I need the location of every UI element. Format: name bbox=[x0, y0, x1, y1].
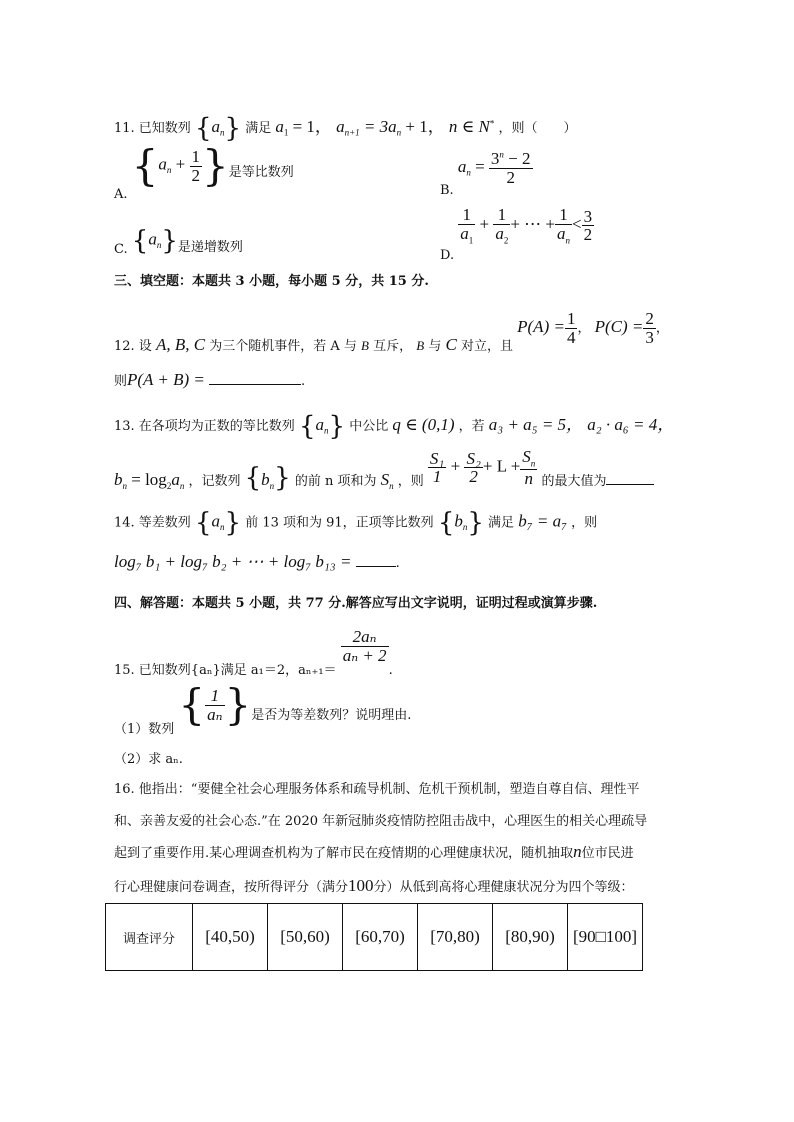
right-brace: } bbox=[224, 113, 242, 144]
q15-part1: （1）数列 { $\frac{1}{\text{aₙ}}$ }是否为等差数列？说明理由. bbox=[114, 680, 412, 737]
table-cell: [80,90) bbox=[493, 904, 568, 971]
left-brace: { bbox=[194, 113, 212, 144]
q15-stem: 15. 已知数列{aₙ}满足 a₁＝2，aₙ₊₁＝ $\frac{\text{2aₙ}}{\text{aₙ + 2}}$ . bbox=[114, 627, 393, 678]
fraction: $\frac{1}{a_1}$ bbox=[460, 205, 474, 246]
table-cell: [40,50) bbox=[193, 904, 268, 971]
q11-option-d[interactable]: D. $\frac{1}{a_1}$ + $\frac{1}{a_2}$ + ⋯ + $\frac{1}{a_n}$ < $\frac{3}{2}$ bbox=[440, 205, 593, 264]
q13-line1: 13. 在各项均为正数的等比数列 $\{a_n\}$ 中公比 q ∈ (0,1) ，若 a₃ + a₅ = 5， a₂ · a₆ = 4， bbox=[114, 411, 675, 442]
q13-line2: $b_n = \log_2a_n$ ，记数列 $\{b_n\}$ 的前 n 项和为 $S_n$ ，则 $\frac{\text{S₁}}{1}$ + $\frac{\text{S₂}}{2}$ + L + $\frac{S_n}{n}$ 的最大值为 bbox=[114, 448, 654, 488]
q12-line1: 12. 设 A, B, C 为三个随机事件，若 A 与 B 互斥， B 与 C 对立，且 P(A) = $\frac{1}{4}$ ， P(C) = $\frac{2}{3}$ ， bbox=[114, 309, 669, 354]
fraction: $\frac{1}{a_2}$ bbox=[495, 205, 509, 246]
q11-option-a[interactable]: A. {$a_n$ + $\frac{1}{2}$ }是等比数列 bbox=[114, 141, 294, 202]
q16-line4: 行心理健康问卷调查，按所得评分（满分100分）从低到高将心理健康状况分为四个等级： bbox=[114, 876, 634, 895]
q14-line1: 14. 等差数列 $\{a_n\}$ 前 13 项和为 91，正项等比数列 $\{b_n\}$ 满足 b₇ = a₇ ，则 bbox=[114, 508, 598, 538]
fraction: $\frac{1}{a_n}$ bbox=[557, 205, 571, 246]
q11-option-c[interactable]: C. $\{a_n\}$是递增数列 bbox=[114, 226, 243, 257]
section-3-heading: 三、填空题：本题共 3 小题，每小题 5 分，共 15 分. bbox=[114, 274, 429, 289]
q15-part2: （2）求 aₙ. bbox=[114, 752, 183, 767]
table-cell: [90□100] bbox=[568, 904, 643, 971]
table-cell: [70,80) bbox=[418, 904, 493, 971]
table-cell: [60,70) bbox=[343, 904, 418, 971]
table-header-cell: 调查评分 bbox=[106, 904, 193, 971]
table-row bbox=[106, 904, 643, 971]
fraction: $\frac{\text{S₂}}{2}$ bbox=[466, 448, 481, 487]
fraction: $\frac{S_n}{n}$ bbox=[522, 447, 536, 488]
fraction: $\frac{3^n - 2}{2}$ bbox=[490, 149, 531, 187]
score-table bbox=[105, 903, 643, 971]
fraction: $\frac{1}{2}$ bbox=[191, 146, 200, 185]
q16-line3: 起到了重要作用.某心理调查机构为了解市民在疫情期的心理健康状况，随机抽取n位市民进 bbox=[114, 842, 634, 861]
q11-option-b[interactable]: B. $a_n$ = $\frac{3^n - 2}{2}$ bbox=[440, 149, 531, 198]
q12-line2: 则P(A + B) = . bbox=[114, 370, 306, 389]
section-4-heading: 四、解答题：本题共 5 小题，共 77 分.解答应写出文字说明，证明过程或演算步骤. bbox=[114, 596, 598, 611]
q16-line2: 和、亲善友爱的社会心态.”在 2020 年新冠肺炎疫情防控阻击战中，心理医生的相关心理疏导 bbox=[114, 814, 648, 829]
fraction: $\frac{3}{2}$ bbox=[583, 206, 593, 245]
q11-number: 11. 已知数列 bbox=[114, 121, 191, 136]
answer-blank[interactable] bbox=[356, 552, 396, 567]
q11-stem: 11. 已知数列 $\{a_n\}$ 满足 $a_1 = 1$， $a_{n+1} = 3a_n + 1$， n ∈ N* ，则（ ） bbox=[114, 113, 577, 144]
answer-blank[interactable] bbox=[606, 470, 654, 485]
q14-line2: log₇ b₁ + log₇ b₂ + ⋯ + log₇ b₁₃ = . bbox=[114, 552, 400, 571]
fraction: $\frac{\text{2aₙ}}{\text{aₙ + 2}}$ bbox=[342, 627, 387, 665]
answer-blank[interactable] bbox=[209, 370, 301, 385]
fraction: $\frac{\text{S₁}}{1}$ bbox=[429, 448, 445, 487]
q16-line1: 16. 他指出：“要健全社会心理服务体系和疏导机制、危机干预机制，塑造自尊自信、理性平 bbox=[114, 782, 640, 797]
table-cell: [50,60) bbox=[268, 904, 343, 971]
fraction: $\frac{2}{3}$ bbox=[645, 309, 654, 347]
fraction: $\frac{1}{4}$ bbox=[566, 309, 576, 347]
fraction: $\frac{1}{\text{aₙ}}$ bbox=[207, 685, 223, 724]
